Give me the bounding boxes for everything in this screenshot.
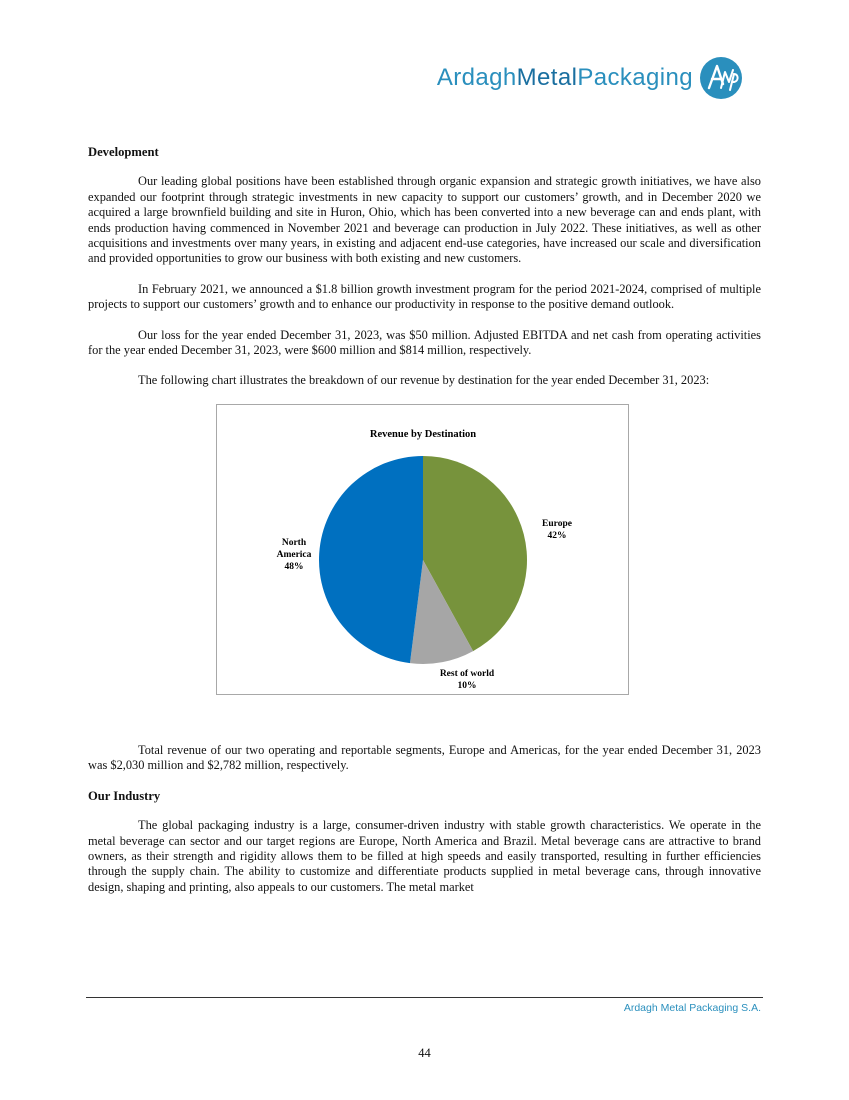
company-logo [437,54,745,102]
pie-label-north-america: 48% [284,561,304,572]
pie-chart-svg [217,405,628,694]
industry-heading: Our Industry [88,788,161,803]
development-paragraph-3: Our loss for the year ended December 31, 2023, was $50 million. Adjusted EBITDA and net cash from operating activities for the year ended December 31, 2023, were $600 million and $814 million, respectively. [88,327,761,358]
pie-label-rest-of-world: 10% [457,680,477,691]
pie-slice-north-america [319,456,423,663]
pie-label-rest-of-world: Rest of world [439,668,495,679]
pie-label-europe: 42% [547,530,567,541]
page-number: 44 [418,1046,431,1060]
pie-label-north-america: North [281,537,307,548]
revenue-pie-chart [216,404,629,695]
page-content [88,145,761,910]
industry-paragraph: The global packaging industry is a large, consumer-driven industry with stable growth characteristics. We operate in the metal beverage can sector and our target regions are Europe, North America and Brazil. Metal beverage cans are attractive to brand owners, as their strength and rigidity allows them to be filled at high speeds and easily transported, resulting in further efficiencies through the supply chain. The ability to customize and differentiate products supplied in metal beverage cans, through innovative design, shaping and printing, also appeals to our customers. The metal market [88,818,761,894]
pie-label-north-america: America [276,549,312,560]
development-heading: Development [88,145,159,159]
logo-wordmark: ArdaghMetalPackaging [436,64,693,91]
development-paragraph-1: Our leading global positions have been established through organic expansion and strategic growth initiatives, we have also expanded our footprint through strategic investments in new capacity to support our customers’ growth, and in December 2020 we acquired a large brownfield building and site in Huron, Ohio, which has been converted into a new beverage can and ends plant, with ends production having commenced in November 2021 and beverage can production in July 2022. These initiatives, as well as other acquisitions and investments over many years, in existing and adjacent end-use categories, have increased our scale and diversification and provided opportunities to grow our business with both existing and new customers. [88,174,761,266]
pie-label-europe: Europe [542,518,572,529]
amp-logo-mark-icon [697,54,745,102]
segment-revenue-paragraph: Total revenue of our two operating and reportable segments, Europe and Americas, for the year ended December 31, 2023 was $2,030 million and $2,782 million, respectively. [88,742,761,773]
chart-intro-paragraph: The following chart illustrates the breakdown of our revenue by destination for the year ended December 31, 2023: [138,373,710,388]
footer-company-name: Ardagh Metal Packaging S.A. [623,1002,761,1014]
chart-title: Revenue by Destination [369,428,477,440]
development-paragraph-2: In February 2021, we announced a $1.8 billion growth investment program for the period 2021-2024, comprised of multiple projects to support our customers’ growth and to enhance our productivity in response to the positive demand outlook. [88,281,761,312]
footer-divider [86,997,763,998]
